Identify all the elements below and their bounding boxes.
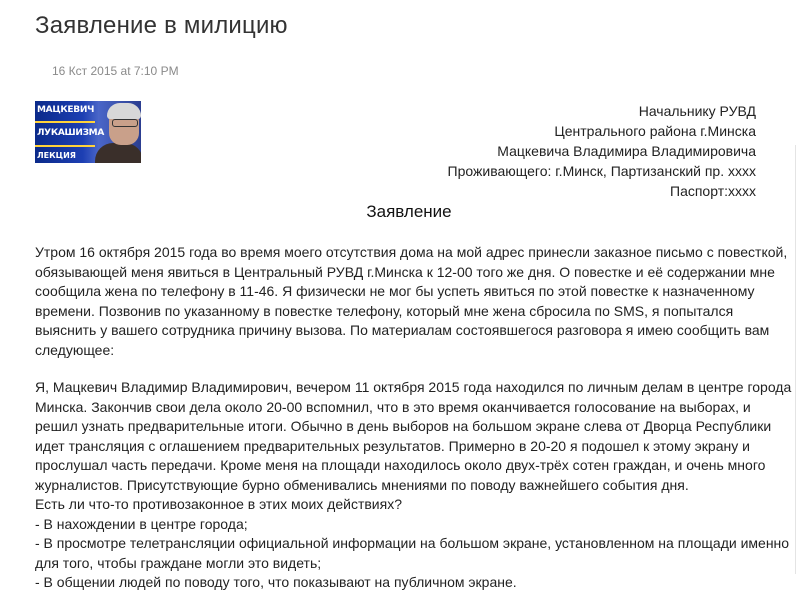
sidebar-divider [795,145,796,574]
list-item: - В просмотре телетрансляции официальной информации на большом экране, установленном на площади именно для того, чтобы граждане могли это видеть; [35,535,790,571]
photo-figure-hair [107,103,141,119]
post-title[interactable]: Заявление в милицию [35,12,288,39]
document-body [35,243,795,593]
photo-stripe [35,145,95,147]
list-item: - В общении людей по поводу того, что показывают на публичном экране. [35,574,517,590]
recipient-line: Мацкевича Владимира Владимировича [497,143,756,159]
photo-figure-body [95,143,141,163]
photo-figure-glasses [112,119,138,127]
recipient-block [448,101,756,201]
recipient-line: Паспорт:хххх [670,183,756,199]
photo-caption-top: МАЦКЕВИЧ [37,105,95,115]
paragraph: Есть ли что-то противозаконное в этих моих действиях? [35,496,402,512]
list-item: - В нахождении в центре города; [35,515,248,532]
recipient-line: Проживающего: г.Минск, Партизанский пр. хххх [447,163,756,179]
document-heading: Заявление [366,202,452,221]
photo-caption-bottom: ЛЕКЦИЯ [37,151,76,160]
post-date: 16 Кст 2015 at 7:10 PM [52,64,179,78]
paragraph: Я, Мацкевич Владимир Владимирович, вечером 11 октября 2015 года находился по личным делам в центре города Минска. Закончив свои дела около 20-00 вспомнил, что в это время оканчивается голосование на выборах, и решил узнать предварительные итоги. Обычно в день выборов на большом экране слева от Дворца Республики идет трансляция с оглашением предварительных результатов. Примерно в 20-20 я подошел к этому экрану и прослушал часть передачи. Кроме меня на площади находилось около двух-трёх сотен граждан, и очень много журналистов. Присутствующие бурно обменивались мнениями по поводу важнейшего события дня. [35,379,792,493]
paragraph-gap [35,360,795,378]
photo-stripe [35,121,95,123]
paragraph: Утром 16 октября 2015 года во время моего отсутствия дома на мой адрес принесли заказное письмо с повесткой, обязывающей меня явиться в Центральный РУВД г.Минска к 12-00 того же дня. О повестке и её содержании мне сообщила жена по телефону в 11-46. Я физически не мог бы успеть явиться по этой повестке к назначенному времени. Позвонив по указанному в повестке телефону, который мне жена сбросила по SMS, я попытался выяснить у вашего сотрудника причину вызова. По материалам состоявшегося разговора я имею сообщить вам следующее: [35,244,788,358]
photo-caption-mid: ЛУКАШИЗМА [37,128,105,138]
recipient-line: Центрального района г.Минска [554,123,756,139]
recipient-line: Начальнику РУВД [638,103,756,119]
author-photo[interactable] [35,101,141,163]
